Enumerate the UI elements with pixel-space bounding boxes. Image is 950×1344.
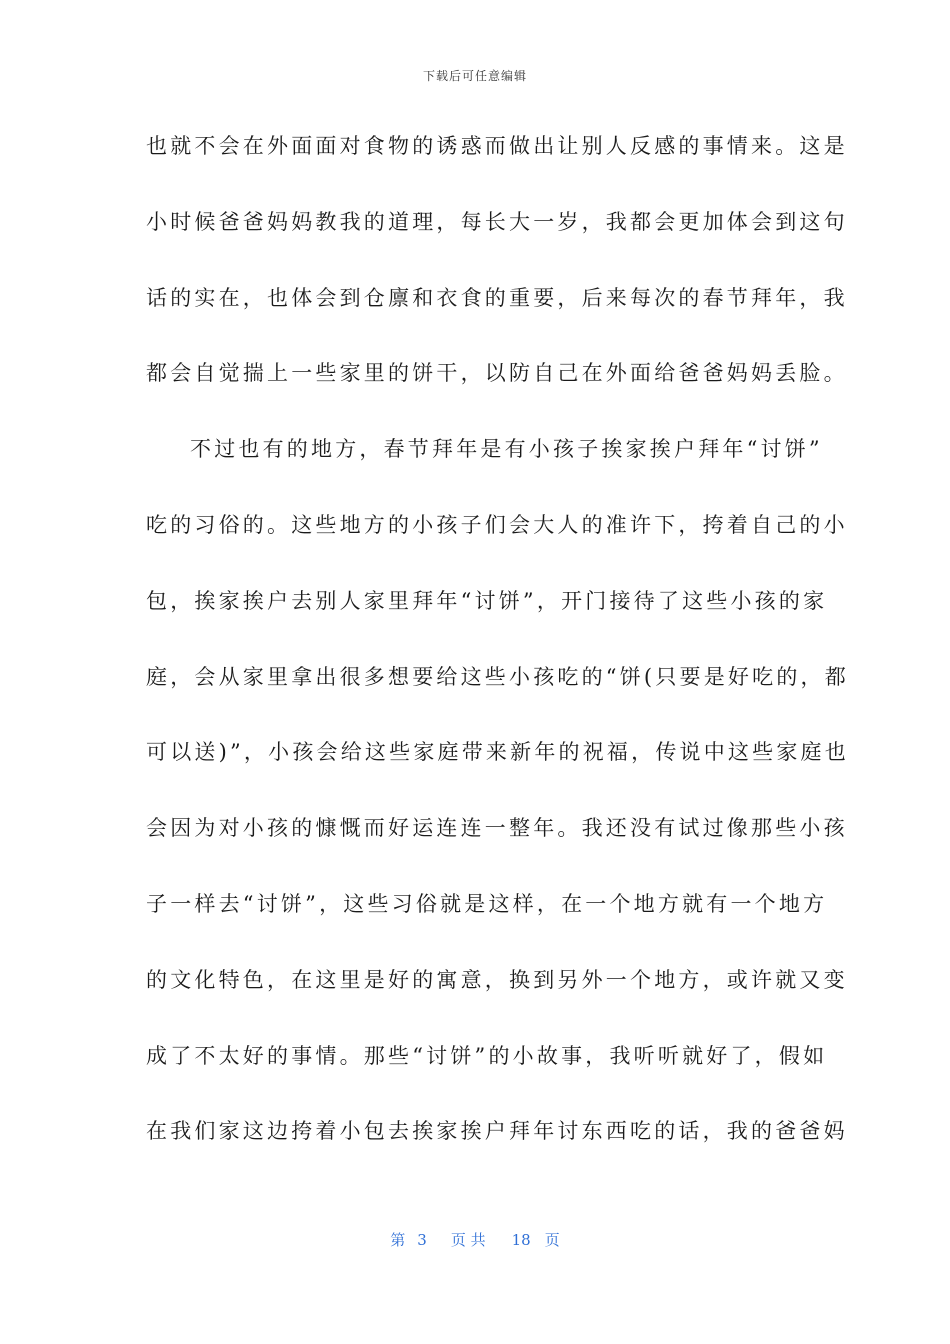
page-footer [0,1229,950,1250]
footer-prefix: 第 [390,1231,406,1249]
text-line: 在我们家这边挎着小包去挨家挨户拜年讨东西吃的话，我的爸爸妈 [146,1119,848,1144]
text-line: 成了不太好的事情。那些“讨饼”的小故事，我听听就好了，假如 [146,1043,828,1068]
document-body [146,124,849,1185]
text-line: 也就不会在外面面对食物的诱惑而做出让别人反感的事情来。这是 [146,134,848,158]
text-line: 的文化特色，在这里是好的寓意，换到另外一个地方，或许就又变 [146,967,848,992]
footer-suffix: 页 [544,1231,560,1249]
text-line: 庭，会从家里拿出很多想要给这些小孩吃的“饼(只要是好吃的，都 [146,664,849,689]
footer-middle: 页 共 [450,1231,486,1249]
text-line: 可以送)”，小孩会给这些家庭带来新年的祝福，传说中这些家庭也 [146,740,849,765]
text-line: 话的实在，也体会到仓廪和衣食的重要，后来每次的春节拜年，我 [146,285,848,310]
current-page-number: 3 [417,1231,427,1249]
text-line: 子一样去“讨饼”，这些习俗就是这样，在一个地方就有一个地方 [146,891,828,916]
paragraph-start-line: 不过也有的地方，春节拜年是有小孩子挨家挨户拜年“讨饼” [190,437,823,462]
text-line: 包，挨家挨户去别人家里拜年“讨饼”，开门接待了这些小孩的家 [146,588,828,613]
text-line: 都会自觉揣上一些家里的饼干，以防自己在外面给爸爸妈妈丢脸。 [146,361,848,386]
total-pages-number: 18 [511,1231,531,1249]
text-line: 吃的习俗的。这些地方的小孩子们会大人的准许下，挎着自己的小 [146,512,848,537]
text-line: 小时候爸爸妈妈教我的道理，每长大一岁，我都会更加体会到这句 [146,209,848,234]
page-header-note: 下载后可任意编辑 [422,69,527,83]
text-line: 会因为对小孩的慷慨而好运连连一整年。我还没有试过像那些小孩 [146,816,848,841]
